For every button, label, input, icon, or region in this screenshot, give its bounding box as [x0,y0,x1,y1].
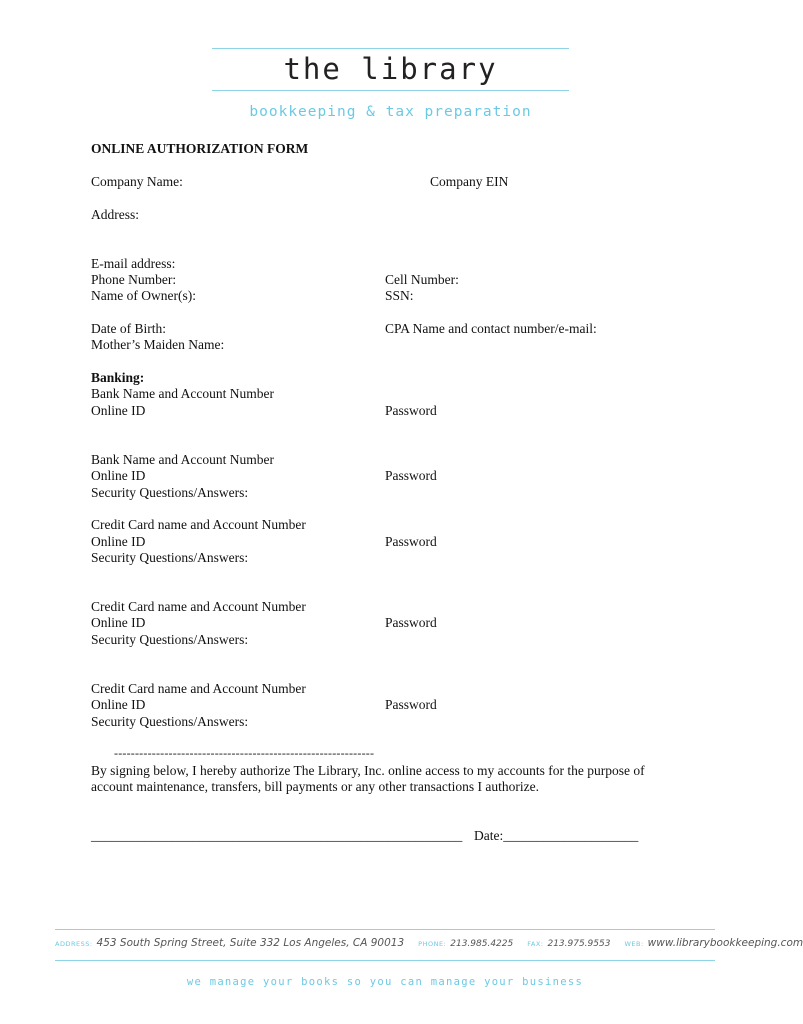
bank2-password-label: Password [385,468,437,483]
card2-security-label: Security Questions/Answers: [91,632,249,647]
bank1-online-id-label: Online ID [91,403,146,418]
bank1-password-label: Password [385,403,437,418]
card1-password-label: Password [385,534,437,549]
owner-label: Name of Owner(s): [91,288,196,303]
footer-address-label: ADDRESS: [55,940,93,948]
banking-heading: Banking: [91,370,145,385]
footer-phone-value: 213.985.4225 [450,939,514,949]
address-label: Address: [91,207,139,222]
card2-name-label: Credit Card name and Account Number [91,599,306,614]
email-label: E-mail address: [91,256,176,271]
bank1-name-label: Bank Name and Account Number [91,386,274,401]
card2-password-label: Password [385,615,437,630]
maiden-name-label: Mother’s Maiden Name: [91,337,225,352]
authorization-text-line2: account maintenance, transfers, bill payments or any other transactions I authorize. [91,779,539,794]
logo-title: the library [283,52,498,86]
separator-dashes: -------------------------------------------------------------- [114,746,375,760]
cell-label: Cell Number: [385,272,459,287]
footer-contact-line [55,937,803,949]
card1-name-label: Credit Card name and Account Number [91,517,306,532]
footer-web-link[interactable]: www.librarybookkeeping.com [647,937,803,949]
logo-subtitle: bookkeeping & tax preparation [249,104,532,120]
date-field[interactable]: Date:____________________ [474,828,639,843]
footer-phone-label: PHONE: [418,940,447,948]
card3-password-label: Password [385,697,437,712]
footer-bottom-rule [55,960,715,961]
logo-top-rule [212,48,569,49]
logo-bottom-rule [212,90,569,91]
form-title: ONLINE AUTHORIZATION FORM [91,141,309,156]
footer-fax-label: FAX: [527,940,544,948]
footer-web-label: WEB: [624,940,644,948]
ssn-label: SSN: [385,288,414,303]
card3-online-id-label: Online ID [91,697,146,712]
card3-name-label: Credit Card name and Account Number [91,681,306,696]
bank2-name-label: Bank Name and Account Number [91,452,274,467]
card2-online-id-label: Online ID [91,615,146,630]
company-ein-label: Company EIN [430,174,509,189]
cpa-label: CPA Name and contact number/e-mail: [385,321,597,336]
footer-fax-value: 213.975.9553 [547,939,611,949]
phone-label: Phone Number: [91,272,177,287]
authorization-text-line1: By signing below, I hereby authorize The Library, Inc. online access to my accounts for the purpose of [91,763,645,778]
footer-tagline: we manage your books so you can manage your business [186,976,584,988]
card3-security-label: Security Questions/Answers: [91,714,249,729]
card1-online-id-label: Online ID [91,534,146,549]
company-name-label: Company Name: [91,174,183,189]
bank2-security-label: Security Questions/Answers: [91,485,249,500]
footer-address-value: 453 South Spring Street, Suite 332 Los Angeles, CA 90013 [96,937,405,949]
footer-top-rule [55,929,715,930]
card1-security-label: Security Questions/Answers: [91,550,249,565]
signature-line[interactable]: _______________________________________________________ [91,828,463,843]
bank2-online-id-label: Online ID [91,468,146,483]
dob-label: Date of Birth: [91,321,166,336]
